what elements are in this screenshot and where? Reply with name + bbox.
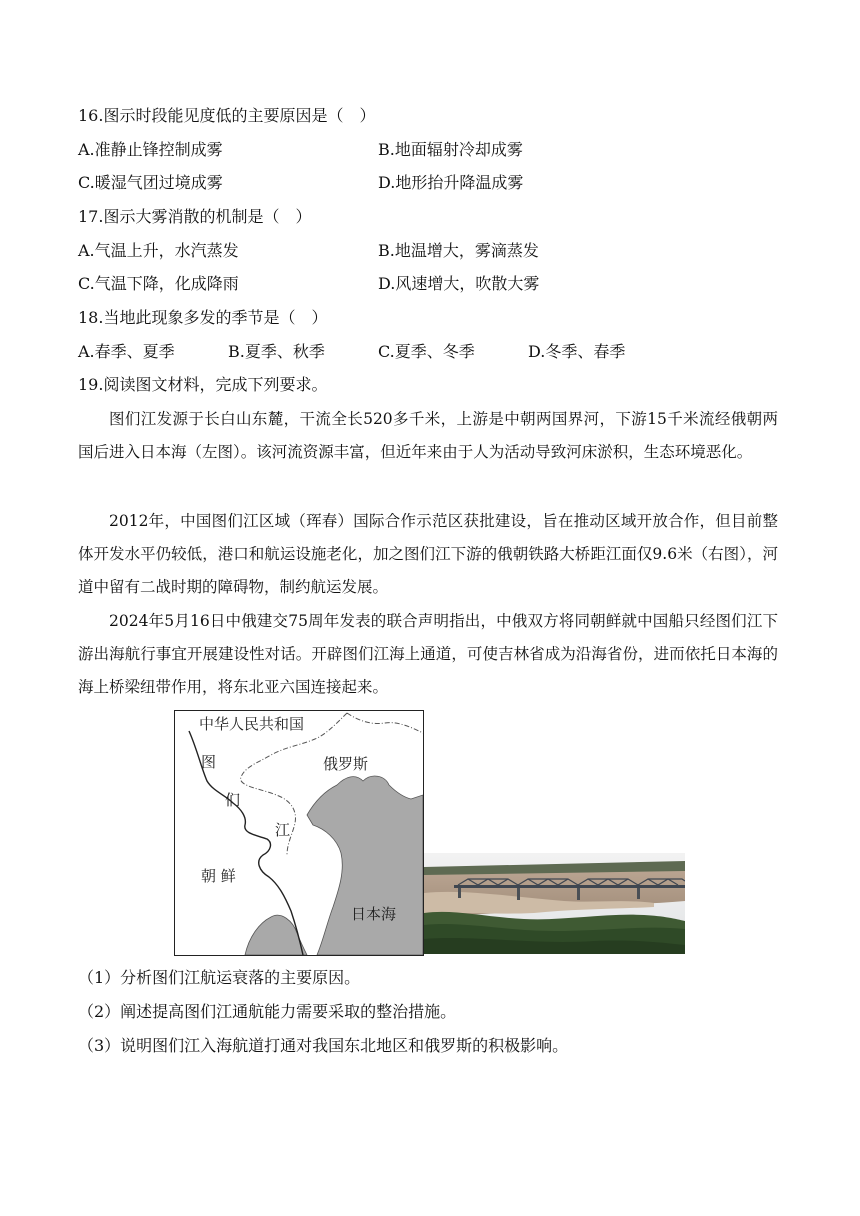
q19-sub-question-3: （3）说明图们江入海航道打通对我国东北地区和俄罗斯的积极影响。 (78, 1036, 569, 1055)
bridge-photo-drawing (424, 853, 685, 954)
map-label-china: 中华人民共和国 (199, 715, 305, 733)
q18-option-b: B.夏季、秋季 (228, 342, 325, 361)
q19-paragraph-1: 图们江发源于长白山东麓，干流全长520多千米，上游是中朝两国界河，下游15千米流经俄朝两国后进入日本海（左图）。该河流资源丰富，但近年来由于人为活动导致河床淤积，生态环境恶化。 (78, 410, 778, 461)
map-label-men: 们 (225, 791, 241, 809)
q18-option-d: D.冬季、春季 (528, 342, 626, 361)
map-label-korea: 朝 鲜 (201, 867, 236, 885)
tumen-river-map (174, 710, 424, 956)
map-label-jiang: 江 (275, 821, 291, 839)
map-label-russia: 俄罗斯 (323, 755, 369, 773)
russia-coast-shape (307, 776, 423, 955)
q17-option-d: D.风速增大，吹散大雾 (378, 274, 540, 293)
q18-option-a: A.春季、夏季 (78, 342, 175, 361)
q16-option-b: B.地面辐射冷却成雾 (378, 140, 523, 159)
railway-bridge-photo (424, 853, 685, 954)
q17-option-b: B.地温增大，雾滴蒸发 (378, 241, 539, 260)
q19-stem: 19.阅读图文材料，完成下列要求。 (78, 375, 328, 394)
q16-stem: 16.图示时段能见度低的主要原因是（ ） (78, 106, 376, 125)
q18-option-c: C.夏季、冬季 (378, 342, 475, 361)
q17-option-c: C.气温下降，化成降雨 (78, 274, 239, 293)
q19-paragraph-2: 2012年，中国图们江区域（珲春）国际合作示范区获批建设，旨在推动区域开放合作，但目前整体开发水平仍较低，港口和航运设施老化，加之图们江下游的俄朝铁路大桥距江面仅9.6米（右图），河道中留有二战时期的障碍物，制约航运发展。 (78, 512, 778, 596)
q19-sub-question-2: （2）阐述提高图们江通航能力需要采取的整治措施。 (78, 1002, 457, 1021)
q16-option-d: D.地形抬升降温成雾 (378, 173, 524, 192)
q19-sub-question-1: （1）分析图们江航运衰落的主要原因。 (78, 968, 361, 987)
map-label-sea: 日本海 (351, 905, 397, 923)
q16-option-a: A.准静止锋控制成雾 (78, 140, 223, 159)
map-label-tu: 图 (201, 753, 217, 771)
q19-paragraph-3: 2024年5月16日中俄建交75周年发表的联合声明指出，中俄双方将同朝鲜就中国船只经图们江下游出海航行事宜开展建设性对话。开辟图们江海上通道，可使吉林省成为沿海省份，进而依托日本海的海上桥梁纽带作用，将东北亚六国连接起来。 (78, 612, 778, 696)
q16-option-c: C.暖湿气团过境成雾 (78, 173, 223, 192)
q18-stem: 18.当地此现象多发的季节是（ ） (78, 308, 328, 327)
q17-stem: 17.图示大雾消散的机制是（ ） (78, 207, 312, 226)
q17-option-a: A.气温上升，水汽蒸发 (78, 241, 239, 260)
